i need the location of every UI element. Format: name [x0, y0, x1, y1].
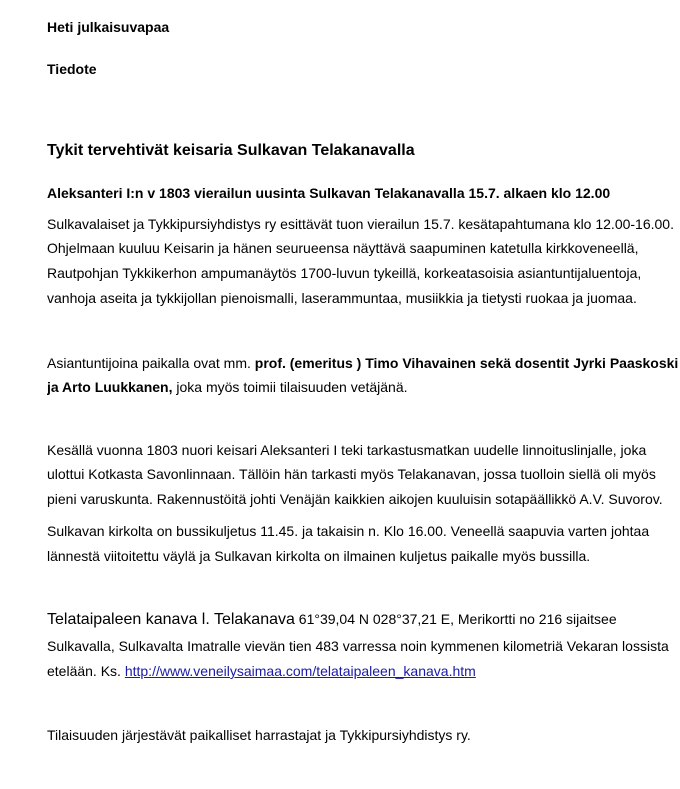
- paragraph-line: ulottui Kotkasta Savonlinnaan. Tällöin hän tarkasti myös Telakanavan, jossa tuolloin siellä oli myös: [47, 466, 656, 482]
- paragraph-line: vanhoja aseita ja tykkijollan pienoismalli, laserammuntaa, musiikkia ja tietysti ruokaa ja juomaa.: [47, 290, 637, 306]
- paragraph-line: lännestä viitoitettu väylä ja Sulkavan kirkolta on ilmainen kuljetus paikalle myös bussilla.: [47, 548, 591, 564]
- press-release-document: [47, 0, 680, 789]
- paragraph-line: Rautpohjan Tykkikerhon ampumanäytös 1700-luvun tykeillä, korkeatasoisia asiantuntijaluentoja,: [47, 265, 642, 281]
- experts-intro-text: Asiantuntijoina paikalla ovat mm.: [47, 355, 255, 371]
- paragraph-line: Kesällä vuonna 1803 nuori keisari Aleksanteri I teki tarkastusmatkan uudelle linnoituslinjalle, joka: [47, 442, 647, 458]
- experts-role-text: joka myös toimii tilaisuuden vetäjänä.: [172, 379, 408, 395]
- paragraph-line: [47, 378, 408, 396]
- paragraph-line: Ohjelmaan kuuluu Keisarin ja hänen seurueensa näyttävä saapuminen katetulla kirkkoveneellä,: [47, 240, 639, 256]
- canal-info-link[interactable]: http://www.veneilysaimaa.com/telataipaleen_kanava.htm: [124, 663, 476, 679]
- subtitle: Aleksanteri I:n v 1803 vierailun uusinta Sulkavan Telakanavalla 15.7. alkaen klo 12.00: [47, 185, 611, 201]
- organizers-text: Tilaisuuden järjestävät paikalliset harrastajat ja Tykkipursiyhdistys ry.: [47, 727, 471, 743]
- page-title: Tykit tervehtivät keisaria Sulkavan Telakanavalla: [47, 142, 415, 159]
- paragraph-line: [47, 662, 476, 680]
- experts-names-cont: ja Arto Luukkanen,: [47, 379, 173, 395]
- see-also-text: etelään. Ks.: [47, 663, 125, 679]
- canal-name: Telataipaleen kanava l. Telakanava: [47, 611, 295, 628]
- release-status: Heti julkaisuvapaa: [47, 19, 170, 35]
- coordinates-text: 61°39,04 N 028°37,21 E, Merikortti no 216 sijaitsee: [294, 611, 617, 627]
- paragraph-line: [47, 610, 617, 629]
- paragraph-line: Sulkavalla, Sulkavalta Imatralle vievän tien 483 varressa noin kymmenen kilometriä Vekaran lossista: [47, 638, 669, 654]
- paragraph-line: [47, 354, 678, 372]
- document-type: Tiedote: [47, 61, 97, 77]
- paragraph-line: Sulkavalaiset ja Tykkipursiyhdistys ry esittävät tuon vierailun 15.7. kesätapahtumana klo 12.00-16.00.: [47, 216, 674, 232]
- paragraph-line: Sulkavan kirkolta on bussikuljetus 11.45. ja takaisin n. Klo 16.00. Veneellä saapuvia varten johtaa: [47, 523, 650, 539]
- experts-names: prof. (emeritus ) Timo Vihavainen sekä dosentit Jyrki Paaskoski: [254, 355, 679, 371]
- paragraph-line: pieni varuskunta. Rakennustöitä johti Venäjän kaikkien aikojen kuuluisin sotapäällikkö A.V. Suvorov.: [47, 491, 663, 507]
